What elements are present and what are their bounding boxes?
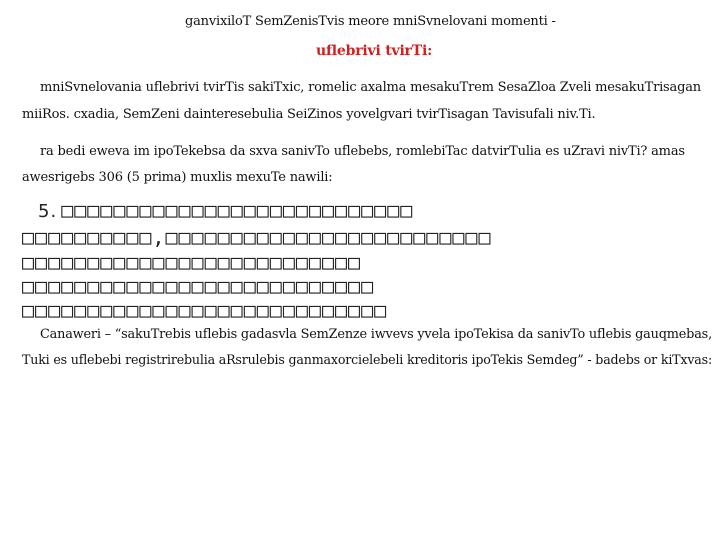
paragraph-3-line-1 — [38, 198, 413, 222]
paragraph-3-line-4 — [22, 274, 374, 298]
missing-glyph-run: □□□□□□□□□□□□□□□□□□□□□□□□□□□□ — [22, 298, 388, 322]
list-item-number: 5. — [38, 201, 58, 222]
missing-glyph-run: □□□□□□□□□□ — [22, 225, 153, 249]
missing-glyph-run: □□□□□□□□□□□□□□□□□□□□□□□□□ — [165, 225, 492, 249]
paragraph-2-line-2: awesrigebs 306 (5 prima) muxlis mexuTe nawili: — [22, 170, 333, 185]
missing-glyph-run: □□□□□□□□□□□□□□□□□□□□□□□□□□ — [22, 250, 362, 274]
paragraph-1-line-1: mniSvnelovania uflebrivi tvirTis sakiTxic, romelic axalma mesakuTrem SesaZloa Zveli mesakuTrisagan — [40, 80, 701, 95]
missing-glyph-run: □□□□□□□□□□□□□□□□□□□□□□□□□□□ — [61, 198, 414, 222]
missing-glyph-run: □□□□□□□□□□□□□□□□□□□□□□□□□□□ — [22, 274, 375, 298]
paragraph-4-line-2: Tuki es uflebebi registrirebulia aRsrulebis ganmaxorcielebeli kreditoris ipoTekis Semdeg” - badebs or kiTxvas: — [22, 353, 713, 368]
comma-glyph: , — [152, 225, 166, 249]
paragraph-3-line-2 — [22, 225, 492, 249]
paragraph-1-line-2: miiRos. cxadia, SemZeni dainteresebulia SeiZinos yovelgvari tvirTisagan Tavisufali niv.Ti. — [22, 107, 596, 122]
document-subtitle: uflebrivi tvirTi: — [316, 43, 433, 59]
paragraph-2-line-1: ra bedi eweva im ipoTekebsa da sxva sanivTo uflebebs, romlebiTac datvirTulia es uZravi nivTi? amas — [40, 144, 685, 159]
paragraph-4-line-1: Canaweri – “sakuTrebis uflebis gadasvla SemZenze iwvevs yvela ipoTekisa da sanivTo uflebis gauqmebas, — [40, 327, 712, 342]
paragraph-3-line-5 — [22, 298, 387, 322]
document-title: ganvixiloT SemZenisTvis meore mniSvnelovani momenti - — [185, 14, 556, 29]
paragraph-3-line-3 — [22, 250, 361, 274]
